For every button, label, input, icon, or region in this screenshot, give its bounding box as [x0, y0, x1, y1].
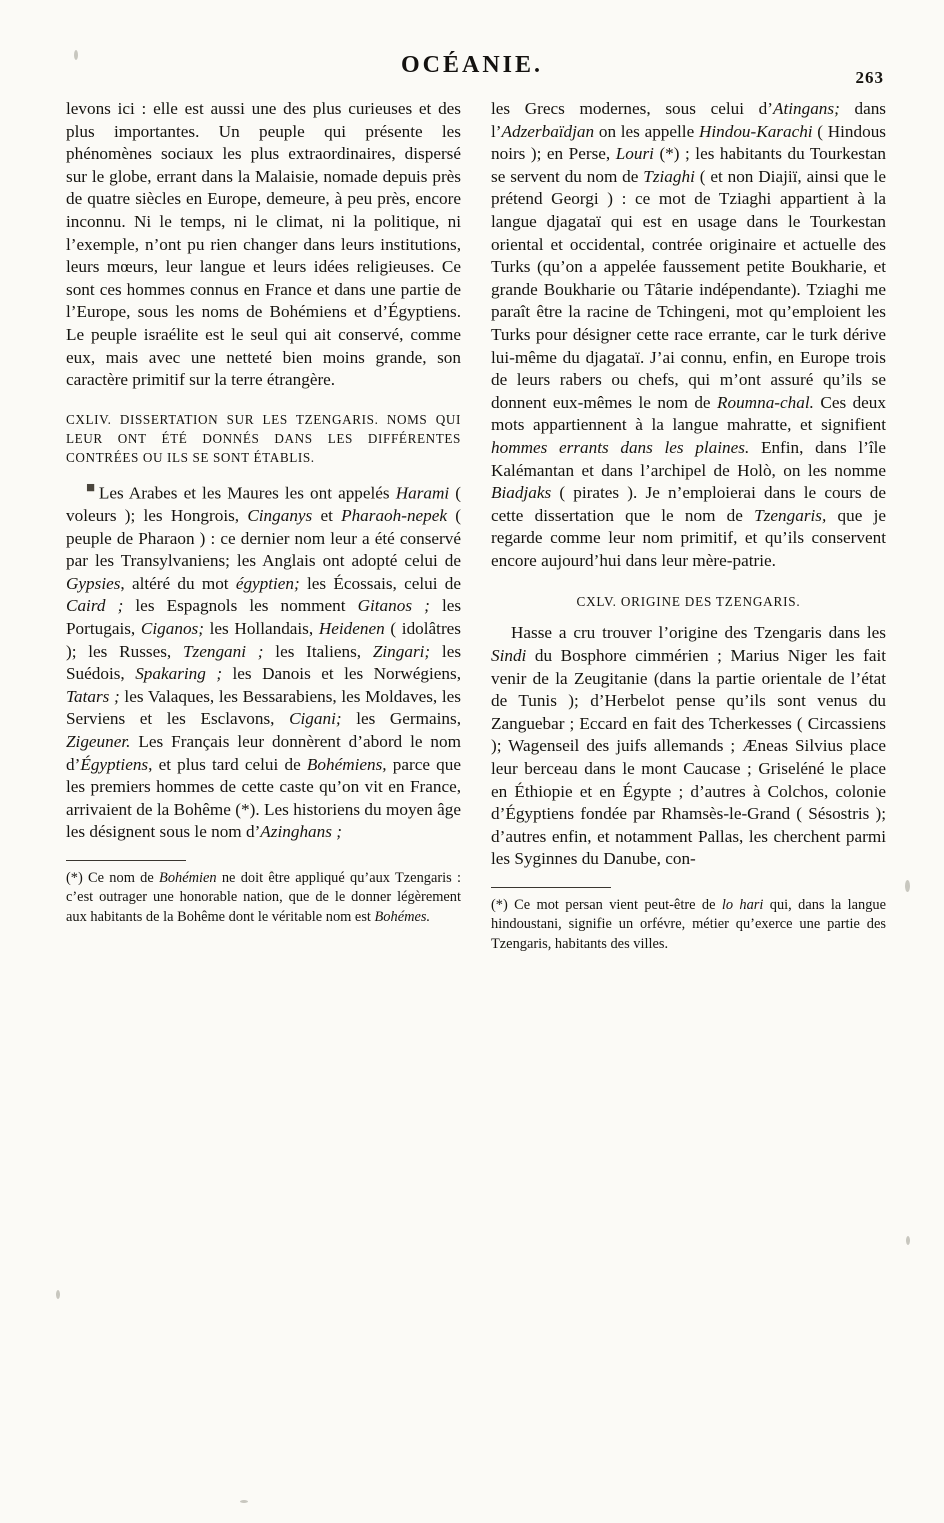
section-heading-cxlv: [491, 594, 886, 610]
paragraph-origin: Hasse a cru trouver l’origine des Tzengaris dans les Sindi du Bosphore cimmérien ; Marius Niger les fait venir de la Zeugitanie (dans la partie orientale de l’état de Tunis ); d’Herbelot pense qu’ils sont venus du Zanguebar ; Eccard en fait des Tcherkesses ( Circassiens ); Wagenseil des juifs allemands ; Æneas Silvius place leur berceau dans le mont Caucase ; Griseléné le place en Éthiopie et en Égypte ; d’autres à Colchos, colonie d’Égyptiens fondée par Rhamsès-le-Grand ( Sésostris ); d’autres enfin, et notamment Pallas, les cherchent parmi les Syginnes du Danube, con-: [491, 623, 886, 869]
paper-speck: [56, 1290, 60, 1299]
footnote-marker: (*): [491, 897, 508, 913]
footnote-left: (*) Ce nom de Bohémien ne doit être appliqué qu’aux Tzengaris : c’est outrager une honorable nation, que de le donner légèrement aux habitants de la Bohême dont le véritable nom est Bohémes.: [66, 869, 462, 925]
paper-speck: [240, 1500, 248, 1503]
section-heading-text: CXLV. ORIGINE DES TZENGARIS.: [576, 594, 801, 610]
paragraph-names-continued: les Grecs modernes, sous celui d’Atingans; dans l’Adzerbaïdjan on les appelle Hindou-Karachi ( Hindous noirs ); en Perse, Louri (*) ; les habitants du Tourkestan se servent du nom de Tziaghi ( et non Diajiï, ainsi que le prétend Georgi ) : ce mot de Tziaghi appartient à la langue djagataï qui est en usage dans le Tourkestan oriental et occidental, contrée originaire et actuelle des Turks (qu’on a appelée faussement petite Boukharie, et grande Boukharie ou Tâtarie indépendante). Tziaghi me paraît être la racine de Tchingeni, mot qu’emploient les Turks pour désigner cette race errante, car le turk dérive lui-même du djagataï. J’ai connu, enfin, en Europe trois de leurs rabers ou chefs, qui m’ont assuré qu’ils se donnent eux-mêmes le nom de Roumna-chal. Ces deux mots appartiennent à la langue mahratte, et signifient hommes errants dans les plaines. Enfin, dans l’île Kalémantan et dans l’archipel de Holò, on les nomme Biadjaks ( pirates ). Je n’emploierai dans le cours de cette dissertation que le nom de Tzengaris, que je regarde comme leur nom primitif, et qu’ils conservent encore aujourd’hui dans leur mère-patrie.: [491, 99, 887, 570]
paragraph-names-list: ■ Les Arabes et les Maures les ont appelés Harami ( voleurs ); les Hongrois, Cinganys et Pharaoh-nepek ( peuple de Pharaon ) : ce dernier nom leur a été conservé par les Transylvaniens; les Anglais ont adopté celui de Gypsies, altéré du mot égyptien; les Écossais, celui de Caird ; les Espagnols les nomment Gitanos ; les Portugais, Ciganos; les Hollandais, Heidenen ( idolâtres ); les Russes, Tzengani ; les Italiens, Zingari; les Suédois, Spakaring ; les Danois et les Norwégiens, Tatars ; les Valaques, les Bessarabiens, les Moldaves, les Serviens et les Esclavons, Cigani; les Germains, Zigeuner. Les Français leur donnèrent d’abord le nom d’Égyptiens, et plus tard celui de Bohémiens, parce que les premiers hommes de cette caste qu’on vit en France, arrivaient de la Bohême (*). Les historiens du moyen âge les désignent sous le nom d’Azinghans ;: [66, 479, 462, 842]
text-columns: [66, 98, 886, 1408]
column-left: [66, 98, 461, 927]
footnote-right: (*) Ce mot persan vient peut-être de lo hari qui, dans la langue hindoustani, signifie un orfévre, métier qu’exerce une partie des Tzengaris, habitants des villes.: [491, 897, 886, 952]
paragraph-continued: levons ici : elle est aussi une des plus curieuses et des plus importantes. Un peuple qui présente les phénomènes sociaux les plus extraordinaires, dispersé sur le globe, errant dans la Malaisie, nomade depuis près de quatre siècles en Europe, demeure, à peu près, encore inconnu. Ni le temps, ni le climat, ni la politique, ni l’exemple, n’ont pu rien changer dans leurs institutions, leurs mœurs, leur langue et leurs idées religieuses. Ce sont ces hommes connus en France et dans une partie de l’Europe, sous les noms de Bohémiens et d’Égyptiens. Le peuple israélite est le seul qui ait conservé, comme eux, mais avec une netteté bien moins grande, son caractère primitif sur la terre étrangère.: [66, 99, 461, 390]
section-heading-cxliv: [66, 410, 461, 467]
paper-speck: [906, 1236, 910, 1245]
column-right: [491, 98, 886, 954]
running-head: [0, 52, 944, 79]
section-heading-text: CXLIV. DISSERTATION SUR LES TZENGARIS. NOMS QUI LEUR ONT ÉTÉ DONNÉS DANS LES DIFFÉRENTES CONTRÉES OU ILS SE SONT ÉTABLIS.: [66, 411, 461, 465]
footnote-marker: (*): [66, 869, 83, 886]
running-head-title: OCÉANIE.: [400, 52, 544, 78]
footnote-divider: [491, 887, 611, 888]
footnote-divider: [66, 860, 186, 861]
ornamental-capital: ■: [86, 479, 97, 496]
page-number: 263: [855, 68, 884, 87]
paper-speck: [905, 880, 910, 892]
